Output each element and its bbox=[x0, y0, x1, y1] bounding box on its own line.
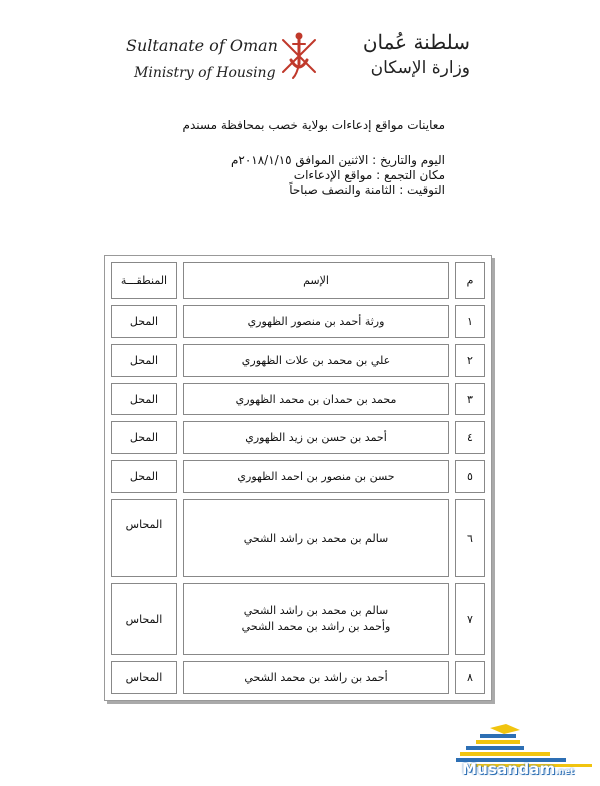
row-name: سالم بن محمد بن راشد الشحي bbox=[183, 499, 449, 577]
table-header-row bbox=[111, 262, 485, 299]
row-number: ٨ bbox=[455, 661, 485, 694]
row-name-line: وأحمد بن راشد بن محمد الشحي bbox=[241, 620, 391, 634]
row-name: أحمد بن حسن بن زيد الظهوري bbox=[183, 421, 449, 454]
logo-text: Musandam.net bbox=[462, 760, 575, 778]
row-name bbox=[183, 583, 449, 655]
row-number: ١ bbox=[455, 305, 485, 338]
time-line: التوقيت : الثامنة والنصف صباحاً bbox=[289, 183, 445, 197]
row-number: ٥ bbox=[455, 460, 485, 493]
header-number: م bbox=[455, 262, 485, 299]
row-name: أحمد بن راشد بن محمد الشحي bbox=[183, 661, 449, 694]
ministry-name-ar: وزارة الإسكان bbox=[370, 58, 470, 78]
ministry-name-en: Ministry of Housing bbox=[134, 65, 276, 81]
table-row bbox=[111, 661, 485, 694]
row-region: المحاس bbox=[111, 499, 177, 577]
table-row bbox=[111, 344, 485, 377]
table-row bbox=[111, 421, 485, 454]
claims-table bbox=[104, 255, 492, 701]
row-region: المحاس bbox=[111, 583, 177, 655]
table-row bbox=[111, 383, 485, 416]
header-region: المنطقـــة bbox=[111, 262, 177, 299]
row-region: المحل bbox=[111, 305, 177, 338]
header-english bbox=[126, 36, 278, 81]
row-region: المحل bbox=[111, 344, 177, 377]
header-name: الإسم bbox=[183, 262, 449, 299]
row-region: المحل bbox=[111, 460, 177, 493]
row-region: المحل bbox=[111, 421, 177, 454]
row-name: ورثة أحمد بن منصور الظهوري bbox=[183, 305, 449, 338]
row-number: ٣ bbox=[455, 383, 485, 416]
row-region: المحاس bbox=[111, 661, 177, 694]
table-row bbox=[111, 305, 485, 338]
visit-info bbox=[65, 118, 445, 198]
oman-emblem-icon bbox=[275, 30, 323, 82]
date-line: اليوم والتاريخ : الاثنين الموافق ٢٠١٨/١/١٥م bbox=[230, 153, 445, 167]
row-region: المحل bbox=[111, 383, 177, 416]
row-number: ٦ bbox=[455, 499, 485, 577]
subject-line: معاينات مواقع إدعاءات بولاية خصب بمحافظة مسندم bbox=[182, 118, 445, 132]
row-name: محمد بن حمدان بن محمد الظهوري bbox=[183, 383, 449, 416]
table-row bbox=[111, 499, 485, 577]
org-name-ar: سلطنة عُمان bbox=[362, 30, 470, 54]
header-arabic bbox=[363, 30, 470, 78]
org-name-en: Sultanate of Oman bbox=[126, 36, 278, 55]
place-line: مكان التجمع : مواقع الإدعاءات bbox=[293, 168, 445, 182]
table-row bbox=[111, 460, 485, 493]
row-number: ٤ bbox=[455, 421, 485, 454]
row-name: حسن بن منصور بن احمد الظهوري bbox=[183, 460, 449, 493]
row-name-line: سالم بن محمد بن راشد الشحي bbox=[243, 604, 389, 618]
row-number: ٧ bbox=[455, 583, 485, 655]
table-row bbox=[111, 583, 485, 655]
row-number: ٢ bbox=[455, 344, 485, 377]
row-name: علي بن محمد بن علات الظهوري bbox=[183, 344, 449, 377]
